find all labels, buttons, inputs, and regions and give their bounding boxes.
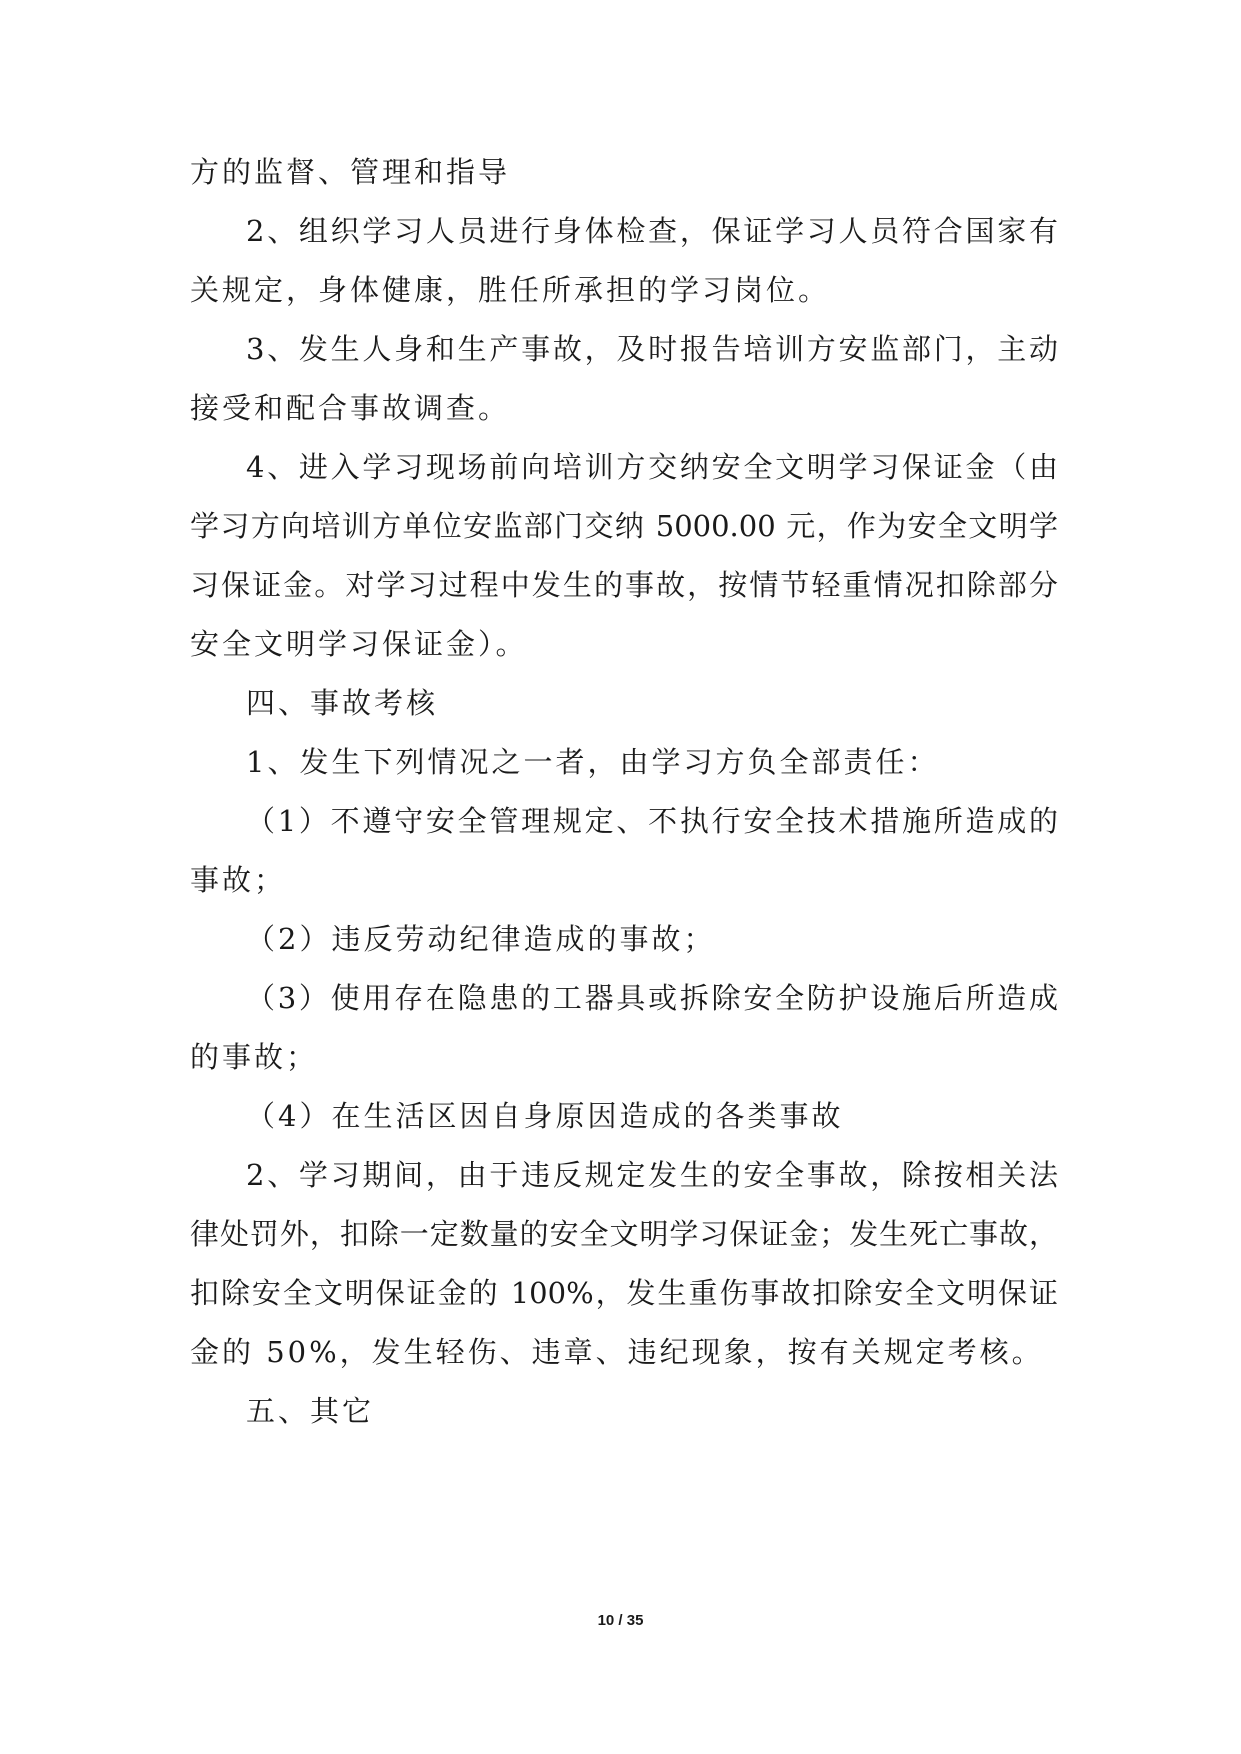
list-item-line: （1）不遵守安全管理规定、不执行安全技术措施所造成的 xyxy=(246,804,1058,838)
list-item-line: （2）违反劳动纪律造成的事故； xyxy=(246,922,716,956)
page-number: 10 / 35 xyxy=(597,1612,644,1629)
list-item-line: 的事故； xyxy=(190,1040,319,1074)
list-item-line: （3）使用存在隐患的工器具或拆除安全防护设施后所造成 xyxy=(246,981,1058,1015)
paragraph-line: 关规定，身体健康，胜任所承担的学习岗位。 xyxy=(190,273,831,307)
paragraph-line: 方的监督、管理和指导 xyxy=(190,155,511,189)
paragraph-line: 习保证金。对学习过程中发生的事故，按情节轻重情况扣除部分 xyxy=(190,568,1058,602)
list-item-line: 事故； xyxy=(190,863,287,897)
paragraph-line: 律处罚外，扣除一定数量的安全文明学习保证金；发生死亡事故， xyxy=(190,1217,1058,1251)
paragraph-line: 2、组织学习人员进行身体检查，保证学习人员符合国家有 xyxy=(246,214,1058,248)
paragraph-line: 安全文明学习保证金）。 xyxy=(190,627,528,661)
paragraph-line: 2、学习期间，由于违反规定发生的安全事故，除按相关法 xyxy=(246,1158,1058,1192)
section-heading: 四、事故考核 xyxy=(246,686,439,720)
paragraph-line: 金的 50%，发生轻伤、违章、违纪现象，按有关规定考核。 xyxy=(190,1335,1044,1369)
list-item-line: （4）在生活区因自身原因造成的各类事故 xyxy=(246,1099,844,1133)
paragraph-line: 1、发生下列情况之一者，由学习方负全部责任： xyxy=(246,745,940,779)
paragraph-line: 4、进入学习现场前向培训方交纳安全文明学习保证金（由 xyxy=(246,450,1058,484)
paragraph-line: 接受和配合事故调查。 xyxy=(190,391,511,425)
paragraph-line: 扣除安全文明保证金的 100%，发生重伤事故扣除安全文明保证 xyxy=(190,1276,1058,1310)
section-heading: 五、其它 xyxy=(246,1394,375,1428)
paragraph-line: 3、发生人身和生产事故，及时报告培训方安监部门，主动 xyxy=(246,332,1058,366)
paragraph-line: 学习方向培训方单位安监部门交纳 5000.00 元，作为安全文明学 xyxy=(190,509,1058,543)
